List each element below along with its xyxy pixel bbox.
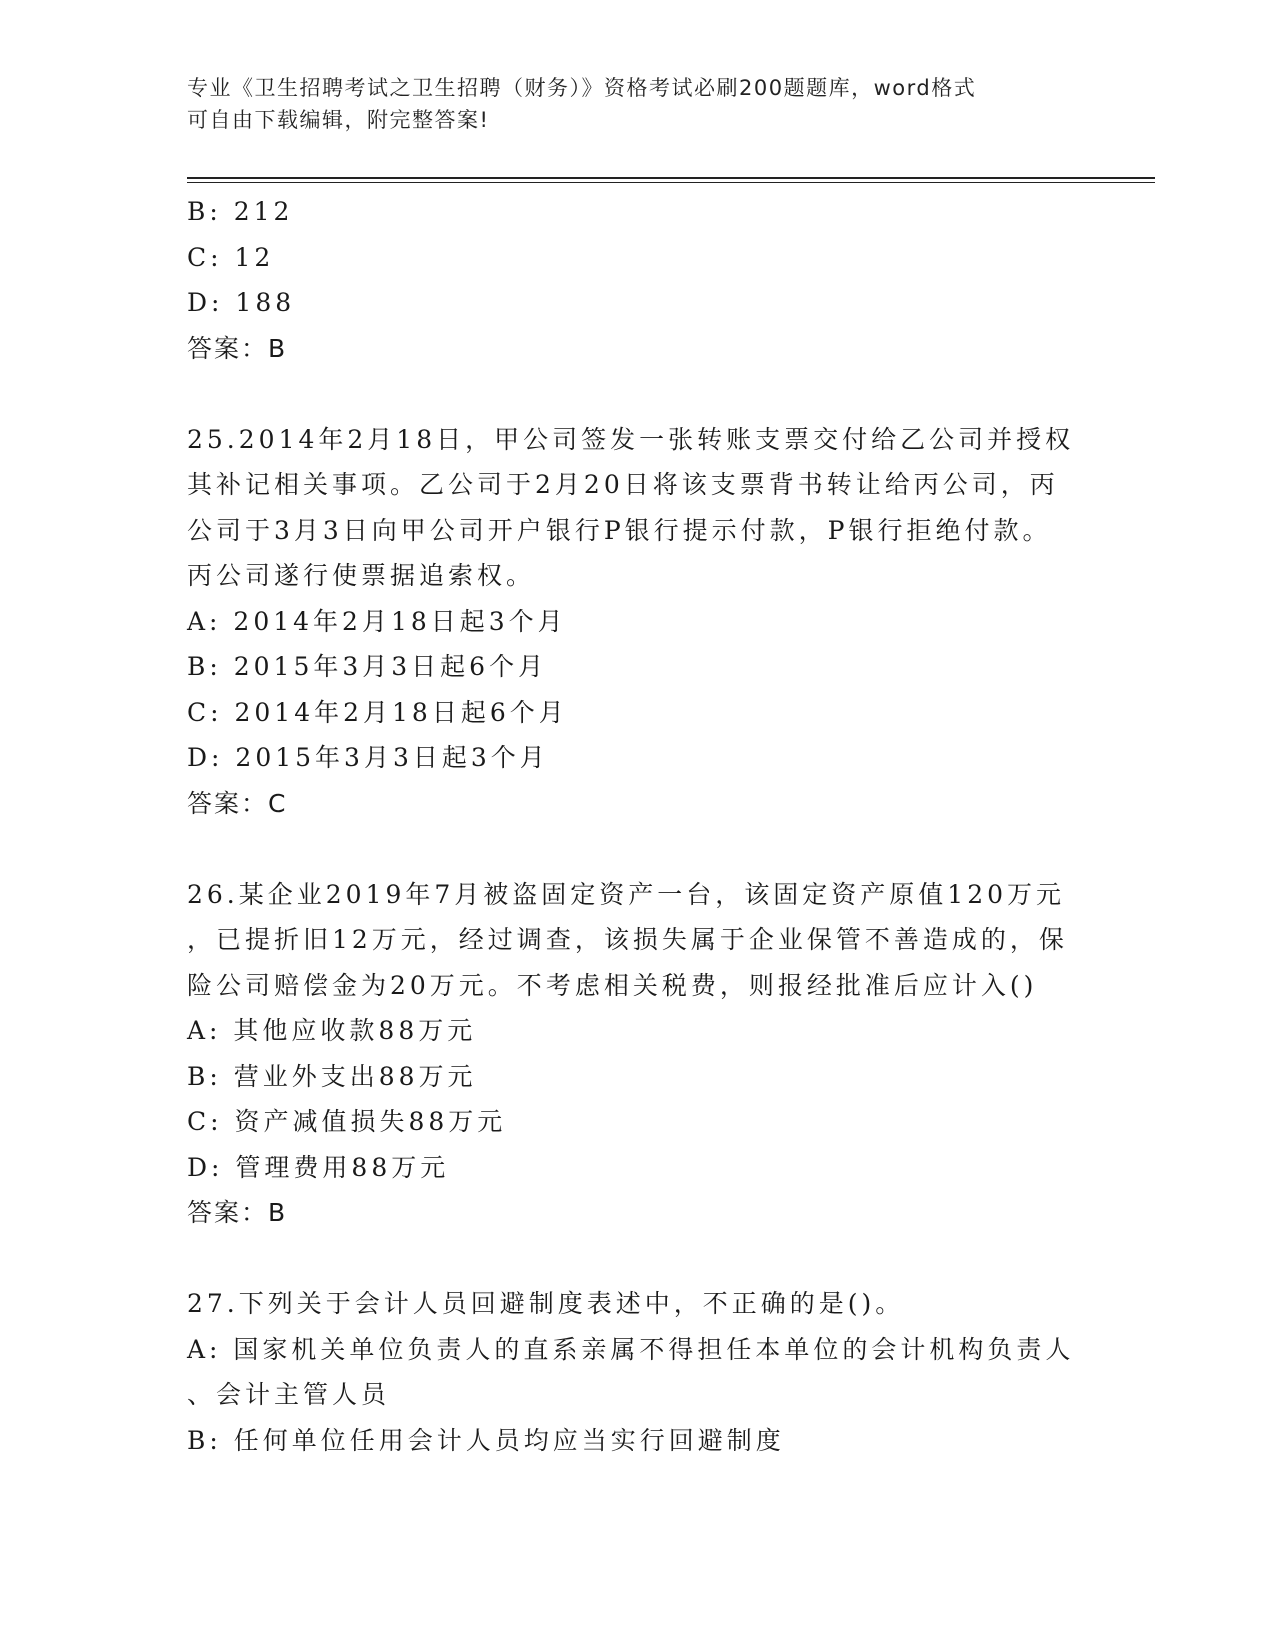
header-rule — [187, 182, 1155, 183]
option-a: A: 其他应收款88万元 — [187, 1016, 477, 1045]
header-line: 专业《卫生招聘考试之卫生招聘（财务）》资格考试必刷200题题库，word格式 — [187, 76, 977, 100]
question-stem: 26.某企业2019年7月被盗固定资产一台，该固定资产原值120万元 — [187, 879, 1066, 909]
question-stem: 25.2014年2月18日，甲公司签发一张转账支票交付给乙公司并授权 — [187, 424, 1075, 454]
option-a: A: 国家机关单位负责人的直系亲属不得担任本单位的会计机构负责人 — [187, 1334, 1075, 1364]
document-header — [187, 72, 1067, 136]
question-24-tail — [187, 189, 1087, 371]
header-line: 可自由下载编辑，附完整答案! — [187, 108, 490, 132]
answer-label: 答案：B — [187, 333, 288, 363]
question-stem: 险公司赔偿金为20万元。不考虑相关税费，则报经批准后应计入() — [187, 970, 1038, 1000]
option-d: D: 2015年3月3日起3个月 — [187, 743, 549, 772]
option-c: C: 资产减值损失88万元 — [187, 1107, 507, 1136]
answer-label: 答案：B — [187, 1198, 288, 1227]
option-d: D: 管理费用88万元 — [187, 1152, 450, 1182]
question-27 — [187, 1281, 1087, 1463]
option-a: A: 2014年2月18日起3个月 — [187, 606, 567, 636]
question-stem: 公司于3月3日向甲公司开户银行P银行提示付款，P银行拒绝付款。 — [187, 515, 1052, 545]
option-c: C: 12 — [187, 242, 275, 272]
question-content — [187, 189, 1087, 1463]
option-b: B: 212 — [187, 197, 294, 226]
question-25 — [187, 417, 1087, 827]
question-stem: ，已提折旧12万元，经过调查，该损失属于企业保管不善造成的，保 — [187, 925, 1068, 954]
option-c: C: 2014年2月18日起6个月 — [187, 697, 568, 727]
header-rule — [187, 177, 1155, 179]
option-b: B: 营业外支出88万元 — [187, 1061, 477, 1091]
answer-label: 答案：C — [187, 788, 288, 818]
option-b: B: 任何单位任用会计人员均应当实行回避制度 — [187, 1425, 785, 1455]
option-b: B: 2015年3月3日起6个月 — [187, 652, 548, 681]
question-stem: 丙公司遂行使票据追索权。 — [187, 561, 536, 590]
question-stem: 其补记相关事项。乙公司于2月20日将该支票背书转让给丙公司，丙 — [187, 470, 1059, 499]
option-d: D: 188 — [187, 288, 296, 317]
question-stem: 27.下列关于会计人员回避制度表述中，不正确的是()。 — [187, 1289, 905, 1318]
option-a-continued: 、会计主管人员 — [187, 1380, 391, 1409]
question-26 — [187, 872, 1087, 1236]
